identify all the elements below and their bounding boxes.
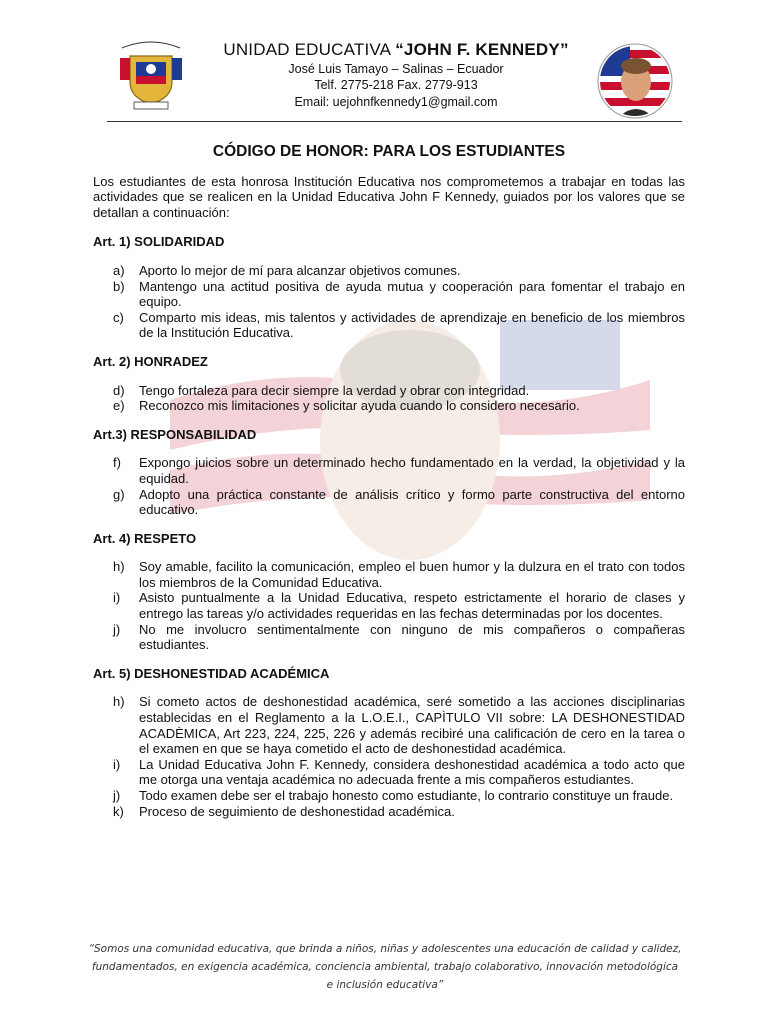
list-item-text: Expongo juicios sobre un determinado hecho fundamentado en la verdad, la objetividad y la equidad.: [139, 455, 685, 486]
list-item: [93, 487, 685, 518]
footer-line: fundamentados, en exigencia académica, conciencia ambiental, trabajo colaborativo, innovación metodológica: [91, 961, 679, 973]
article-list: [93, 559, 685, 653]
list-item-text: Adopto una práctica constante de análisis crítico y formo parte constructiva del entorno educativo.: [139, 486, 685, 518]
list-item-text: Reconozco mis limitaciones y solicitar ayuda cuando lo considero necesario.: [139, 398, 580, 414]
list-item-letter: j): [113, 621, 121, 637]
list-item-text: Todo examen debe ser el trabajo honesto como estudiante, lo contrario constituye un fraude.: [139, 788, 674, 803]
list-item-letter: h): [113, 559, 125, 575]
list-item: [93, 590, 685, 621]
article-heading: Art. 4) RESPETO: [93, 530, 197, 546]
footer-motto: [60, 940, 710, 994]
article-list: [93, 383, 685, 414]
list-item: [93, 694, 685, 756]
list-item: [93, 757, 685, 788]
list-item: [93, 263, 685, 279]
list-item-text: Asisto puntualmente a la Unidad Educativa, respeto estrictamente el horario de clases y entrego las tareas y/o actividades requeridas en las fechas determinadas por los docentes.: [139, 590, 685, 622]
school-phone: Telf. 2775-218 Fax. 2779-913: [314, 78, 478, 92]
list-item-letter: k): [113, 803, 124, 819]
article-heading: Art. 2) HONRADEZ: [93, 353, 208, 369]
kennedy-portrait-emblem-icon: [596, 42, 674, 120]
list-item-text: Si cometo actos de deshonestidad académica, seré sometido a las acciones disciplinarias establecidas en el Reglamento a la L.O.E.I., CAPÌTULO VII sobre: LA DESHONESTIDAD ACADÈMICA, Art 223, 224, 225, 226 y además recibiré una calificación de cero en la tarea o el examen en que se haya cometido el acto de deshonestidad académica.: [139, 694, 685, 757]
school-name-kennedy: “JOHN F. KENNEDY”: [395, 40, 569, 59]
article-list: [93, 263, 685, 341]
list-item: [93, 804, 685, 820]
school-name-prefix: UNIDAD EDUCATIVA: [223, 40, 391, 59]
list-item: [93, 559, 685, 590]
list-item-letter: d): [113, 382, 125, 398]
list-item: [93, 310, 685, 341]
list-item-text: Tengo fortaleza para decir siempre la verdad y obrar con integridad.: [139, 382, 530, 398]
list-item: [93, 455, 685, 486]
list-item-letter: h): [113, 694, 125, 710]
school-email: Email: uejohnfkennedy1@gmail.com: [294, 95, 498, 109]
footer-line: “Somos una comunidad educativa, que brinda a niños, niñas y adolescentes una educación de calidad y calidez,: [88, 943, 682, 955]
list-item-letter: f): [113, 455, 121, 471]
list-item-letter: i): [113, 756, 121, 772]
list-item-letter: i): [113, 590, 121, 606]
letterhead: [106, 36, 686, 122]
list-item: [93, 622, 685, 653]
article-heading: Art. 1) SOLIDARIDAD: [93, 234, 225, 250]
list-item-text: Soy amable, facilito la comunicación, empleo el buen humor y la dulzura en el trato con todos los miembros de la Comunidad Educativa.: [139, 559, 685, 590]
article-heading: Art.3) RESPONSABILIDAD: [93, 426, 257, 442]
intro-paragraph: Los estudiantes de esta honrosa Institución Educativa nos comprometemos a trabajar en todas las actividades que se realicen en la Unidad Educativa John F Kennedy, guiados por los valores que se detallan a continuación:: [93, 173, 685, 220]
list-item-text: Aporto lo mejor de mí para alcanzar objetivos comunes.: [139, 262, 461, 278]
list-item-letter: b): [113, 278, 125, 294]
list-item-text: Comparto mis ideas, mis talentos y actividades de aprendizaje en beneficio de los miembros de la Institución Educativa.: [139, 309, 685, 341]
list-item-letter: c): [113, 309, 124, 325]
list-item: [93, 383, 685, 399]
list-item-letter: e): [113, 398, 125, 414]
header-divider: [107, 121, 682, 122]
article-list: [93, 455, 685, 517]
list-item-letter: j): [113, 788, 121, 803]
list-item-text: La Unidad Educativa John F. Kennedy, considera deshonestidad académica a todo acto que me otorga una ventaja académica no adecuada frente a mis compañeros estudiantes.: [139, 756, 685, 788]
document-title: CÓDIGO DE HONOR: PARA LOS ESTUDIANTES: [212, 143, 566, 160]
document-body: [93, 144, 685, 832]
list-item: [93, 279, 685, 310]
list-item: [93, 788, 685, 804]
list-item-letter: g): [113, 486, 125, 502]
school-address: José Luis Tamayo – Salinas – Ecuador: [288, 62, 504, 76]
footer-line: e inclusión educativa”: [326, 979, 444, 991]
list-item-text: No me involucro sentimentalmente con ninguno de mis compañeros o compañeras estudiantes.: [139, 621, 685, 653]
list-item-text: Mantengo una actitud positiva de ayuda mutua y cooperación para fomentar el trabajo en equipo.: [139, 278, 685, 310]
article-heading: Art. 5) DESHONESTIDAD ACADÉMICA: [93, 665, 330, 681]
article-list: [93, 694, 685, 819]
list-item-text: Proceso de seguimiento de deshonestidad académica.: [139, 803, 455, 819]
articles: [93, 234, 685, 819]
list-item-letter: a): [113, 262, 125, 278]
list-item: [93, 398, 685, 414]
